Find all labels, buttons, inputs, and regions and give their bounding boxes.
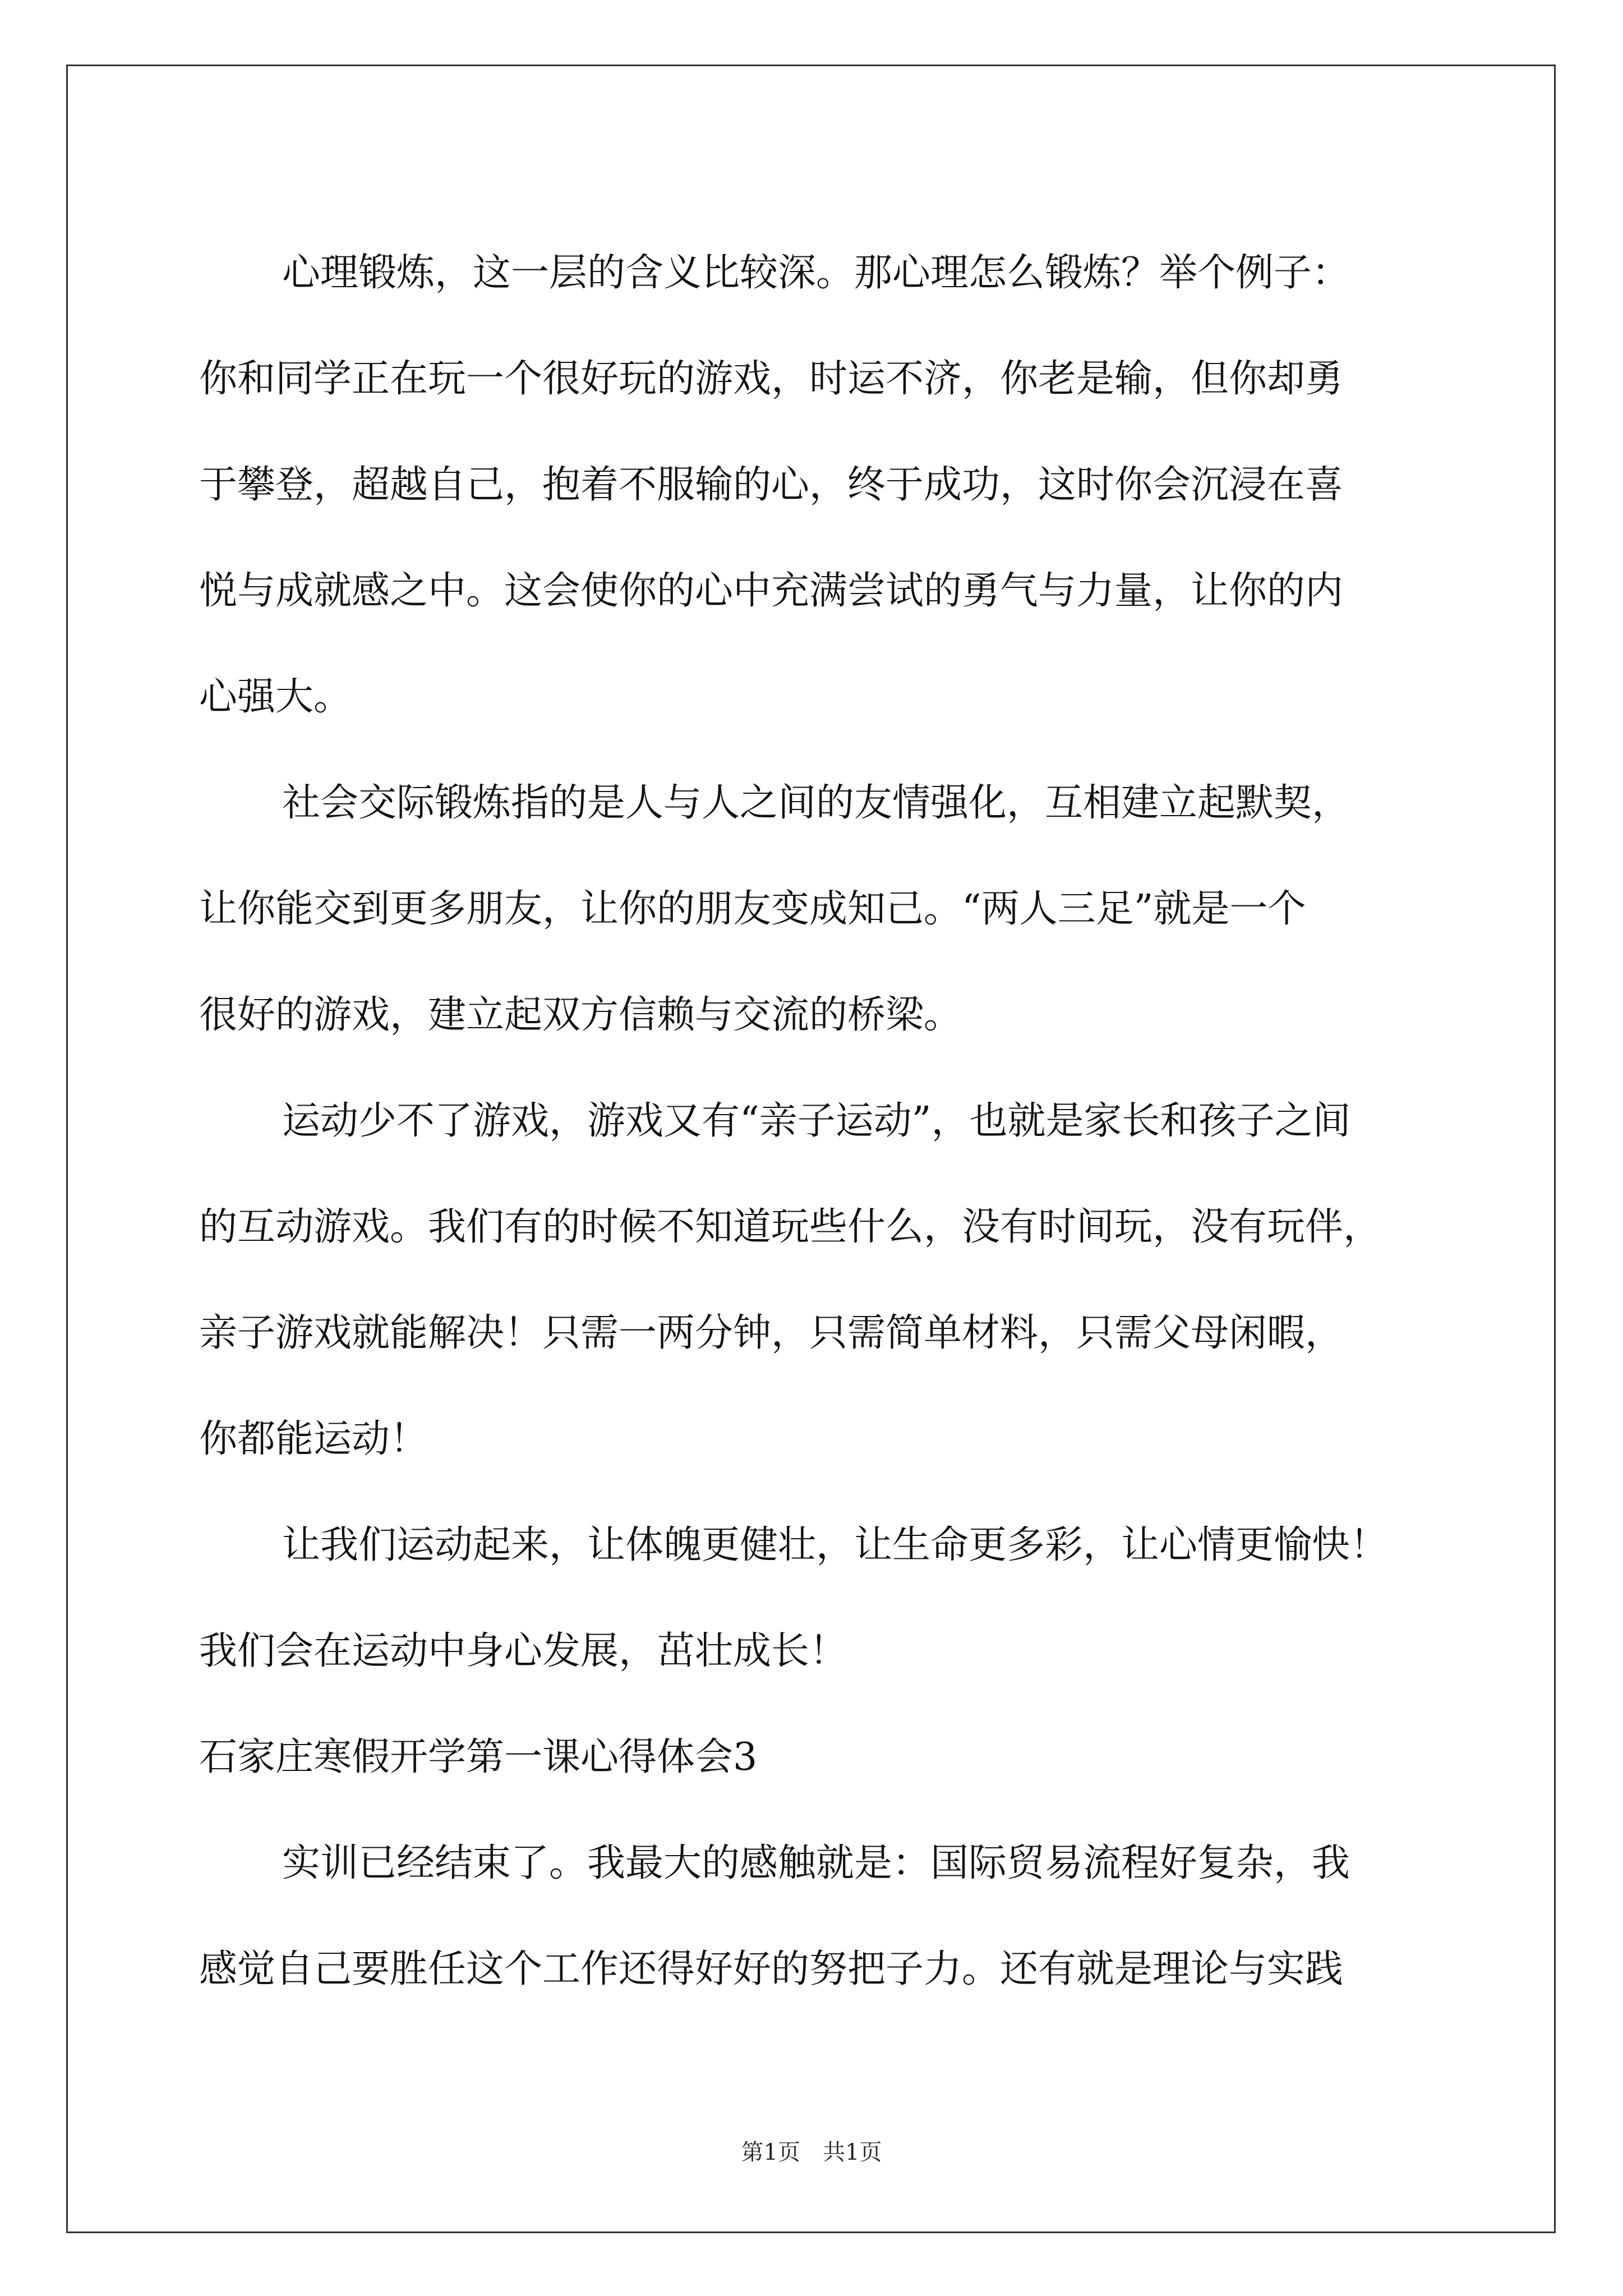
text-line: 很好的游戏，建立起双方信赖与交流的桥梁。 [199,993,962,1037]
text-line: 运动少不了游戏，游戏又有“亲子运动”，也就是家长和孩子之间 [282,1099,1351,1143]
text-line: 我们会在运动中身心发展，茁壮成长！ [199,1629,848,1673]
text-line: 你都能运动！ [199,1417,428,1461]
text-line: 心强大。 [199,675,352,719]
text-line: 感觉自己要胜任这个工作还得好好的努把子力。还有就是理论与实践 [199,1947,1344,1991]
text-line: 社会交际锻炼指的是人与人之间的友情强化，互相建立起默契， [282,781,1350,825]
page-total: 共1页 [823,2139,882,2165]
text-line: 让你能交到更多朋友，让你的朋友变成知己。“两人三足”就是一个 [199,887,1306,931]
section-heading: 石家庄寒假开学第一课心得体会3 [199,1735,758,1779]
text-line: 你和同学正在玩一个很好玩的游戏，时运不济，你老是输，但你却勇 [199,357,1344,401]
text-line: 让我们运动起来，让体魄更健壮，让生命更多彩，让心情更愉快！ [282,1523,1389,1567]
page-footer [0,2134,1623,2166]
text-line: 实训已经结束了。我最大的感触就是：国际贸易流程好复杂，我 [282,1841,1350,1885]
document-body [199,220,1427,2022]
text-line: 心理锻炼，这一层的含义比较深。那心理怎么锻炼？举个例子： [282,251,1350,295]
text-line: 亲子游戏就能解决！只需一两分钟，只需简单材料，只需父母闲暇， [199,1311,1344,1355]
page-number: 第1页 [741,2139,800,2165]
text-line: 于攀登，超越自己，抱着不服输的心，终于成功，这时你会沉浸在喜 [199,463,1344,507]
text-line: 悦与成就感之中。这会使你的心中充满尝试的勇气与力量，让你的内 [199,569,1344,613]
text-line: 的互动游戏。我们有的时候不知道玩些什么，没有时间玩，没有玩伴， [199,1205,1382,1249]
